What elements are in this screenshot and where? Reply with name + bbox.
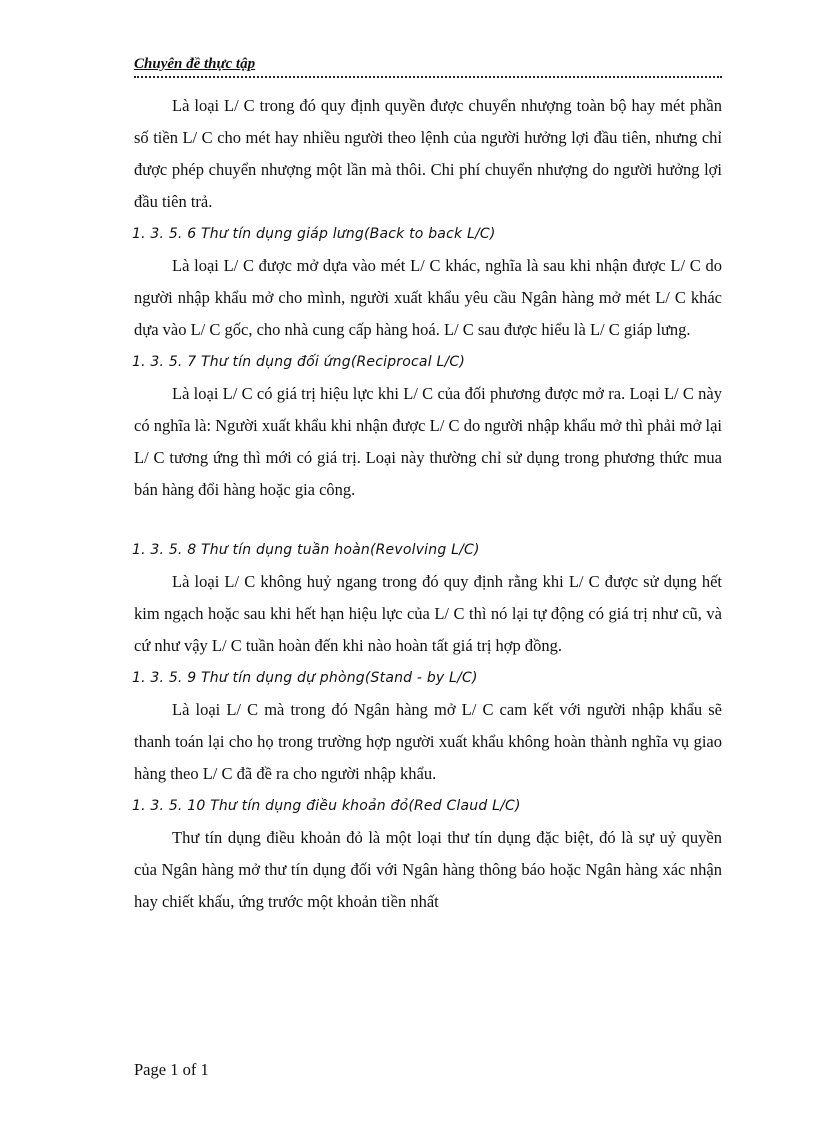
page-footer: Page 1 of 1: [134, 1060, 209, 1079]
spacer: [134, 506, 722, 534]
header-divider: [134, 76, 722, 78]
paragraph: Là loại L/ C được mở dựa vào mét L/ C khác, nghĩa là sau khi nhận được L/ C do người nhập khẩu mở cho mình, người xuất khẩu yêu cầu Ngân hàng mở mét L/ C khác dựa vào L/ C gốc, cho nhà cung cấp hàng hoá. L/ C sau được hiểu là L/ C giáp lưng.: [134, 256, 722, 339]
section-heading: 1. 3. 5. 7 Thư tín dụng đối ứng(Reciprocal L/C): [132, 354, 465, 370]
paragraph: Thư tín dụng điều khoản đỏ là một loại thư tín dụng đặc biệt, đó là sự uỷ quyền của Ngân hàng mở thư tín dụng đối với Ngân hàng thông báo hoặc Ngân hàng xác nhận hay chiết khấu, ứng trước một khoản tiền nhất: [134, 828, 722, 911]
section-heading: 1. 3. 5. 9 Thư tín dụng dự phòng(Stand - by L/C): [132, 670, 478, 686]
paragraph: Là loại L/ C không huỷ ngang trong đó quy định rằng khi L/ C được sử dụng hết kim ngạch hoặc sau khi hết hạn hiệu lực của L/ C thì nó lại tự động có giá trị như cũ, và cứ như vậy L/ C tuần hoàn đến khi nào hoàn tất giá trị hợp đồng.: [134, 572, 722, 655]
paragraph: Là loại L/ C trong đó quy định quyền được chuyển nhượng toàn bộ hay mét phần số tiền L/ C cho mét hay nhiều người theo lệnh của người hưởng lợi đầu tiên, nhưng chỉ được phép chuyển nhượng một lần mà thôi. Chi phí chuyển nhượng do người hưởng lợi đầu tiên trả.: [134, 96, 722, 211]
page-header-title: Chuyên đề thực tập: [134, 56, 256, 72]
section-heading: 1. 3. 5. 6 Thư tín dụng giáp lưng(Back to back L/C): [132, 226, 496, 242]
section-heading: 1. 3. 5. 8 Thư tín dụng tuần hoàn(Revolving L/C): [132, 542, 480, 558]
paragraph: Là loại L/ C có giá trị hiệu lực khi L/ C của đối phương được mở ra. Loại L/ C này có nghĩa là: Người xuất khẩu khi nhận được L/ C do người nhập khẩu mở thì phải mở lại L/ C tương ứng thì mới có giá trị. Loại này thường chỉ sử dụng trong phương thức mua bán hàng đổi hàng hoặc gia công.: [134, 384, 722, 499]
document-body: [134, 90, 722, 918]
paragraph: Là loại L/ C mà trong đó Ngân hàng mở L/ C cam kết với người nhập khẩu sẽ thanh toán lại cho họ trong trường hợp người xuất khẩu không hoàn thành nghĩa vụ giao hàng theo L/ C đã đề ra cho người nhập khẩu.: [134, 700, 722, 783]
section-heading: 1. 3. 5. 10 Thư tín dụng điều khoản đỏ(Red Claud L/C): [132, 798, 521, 814]
